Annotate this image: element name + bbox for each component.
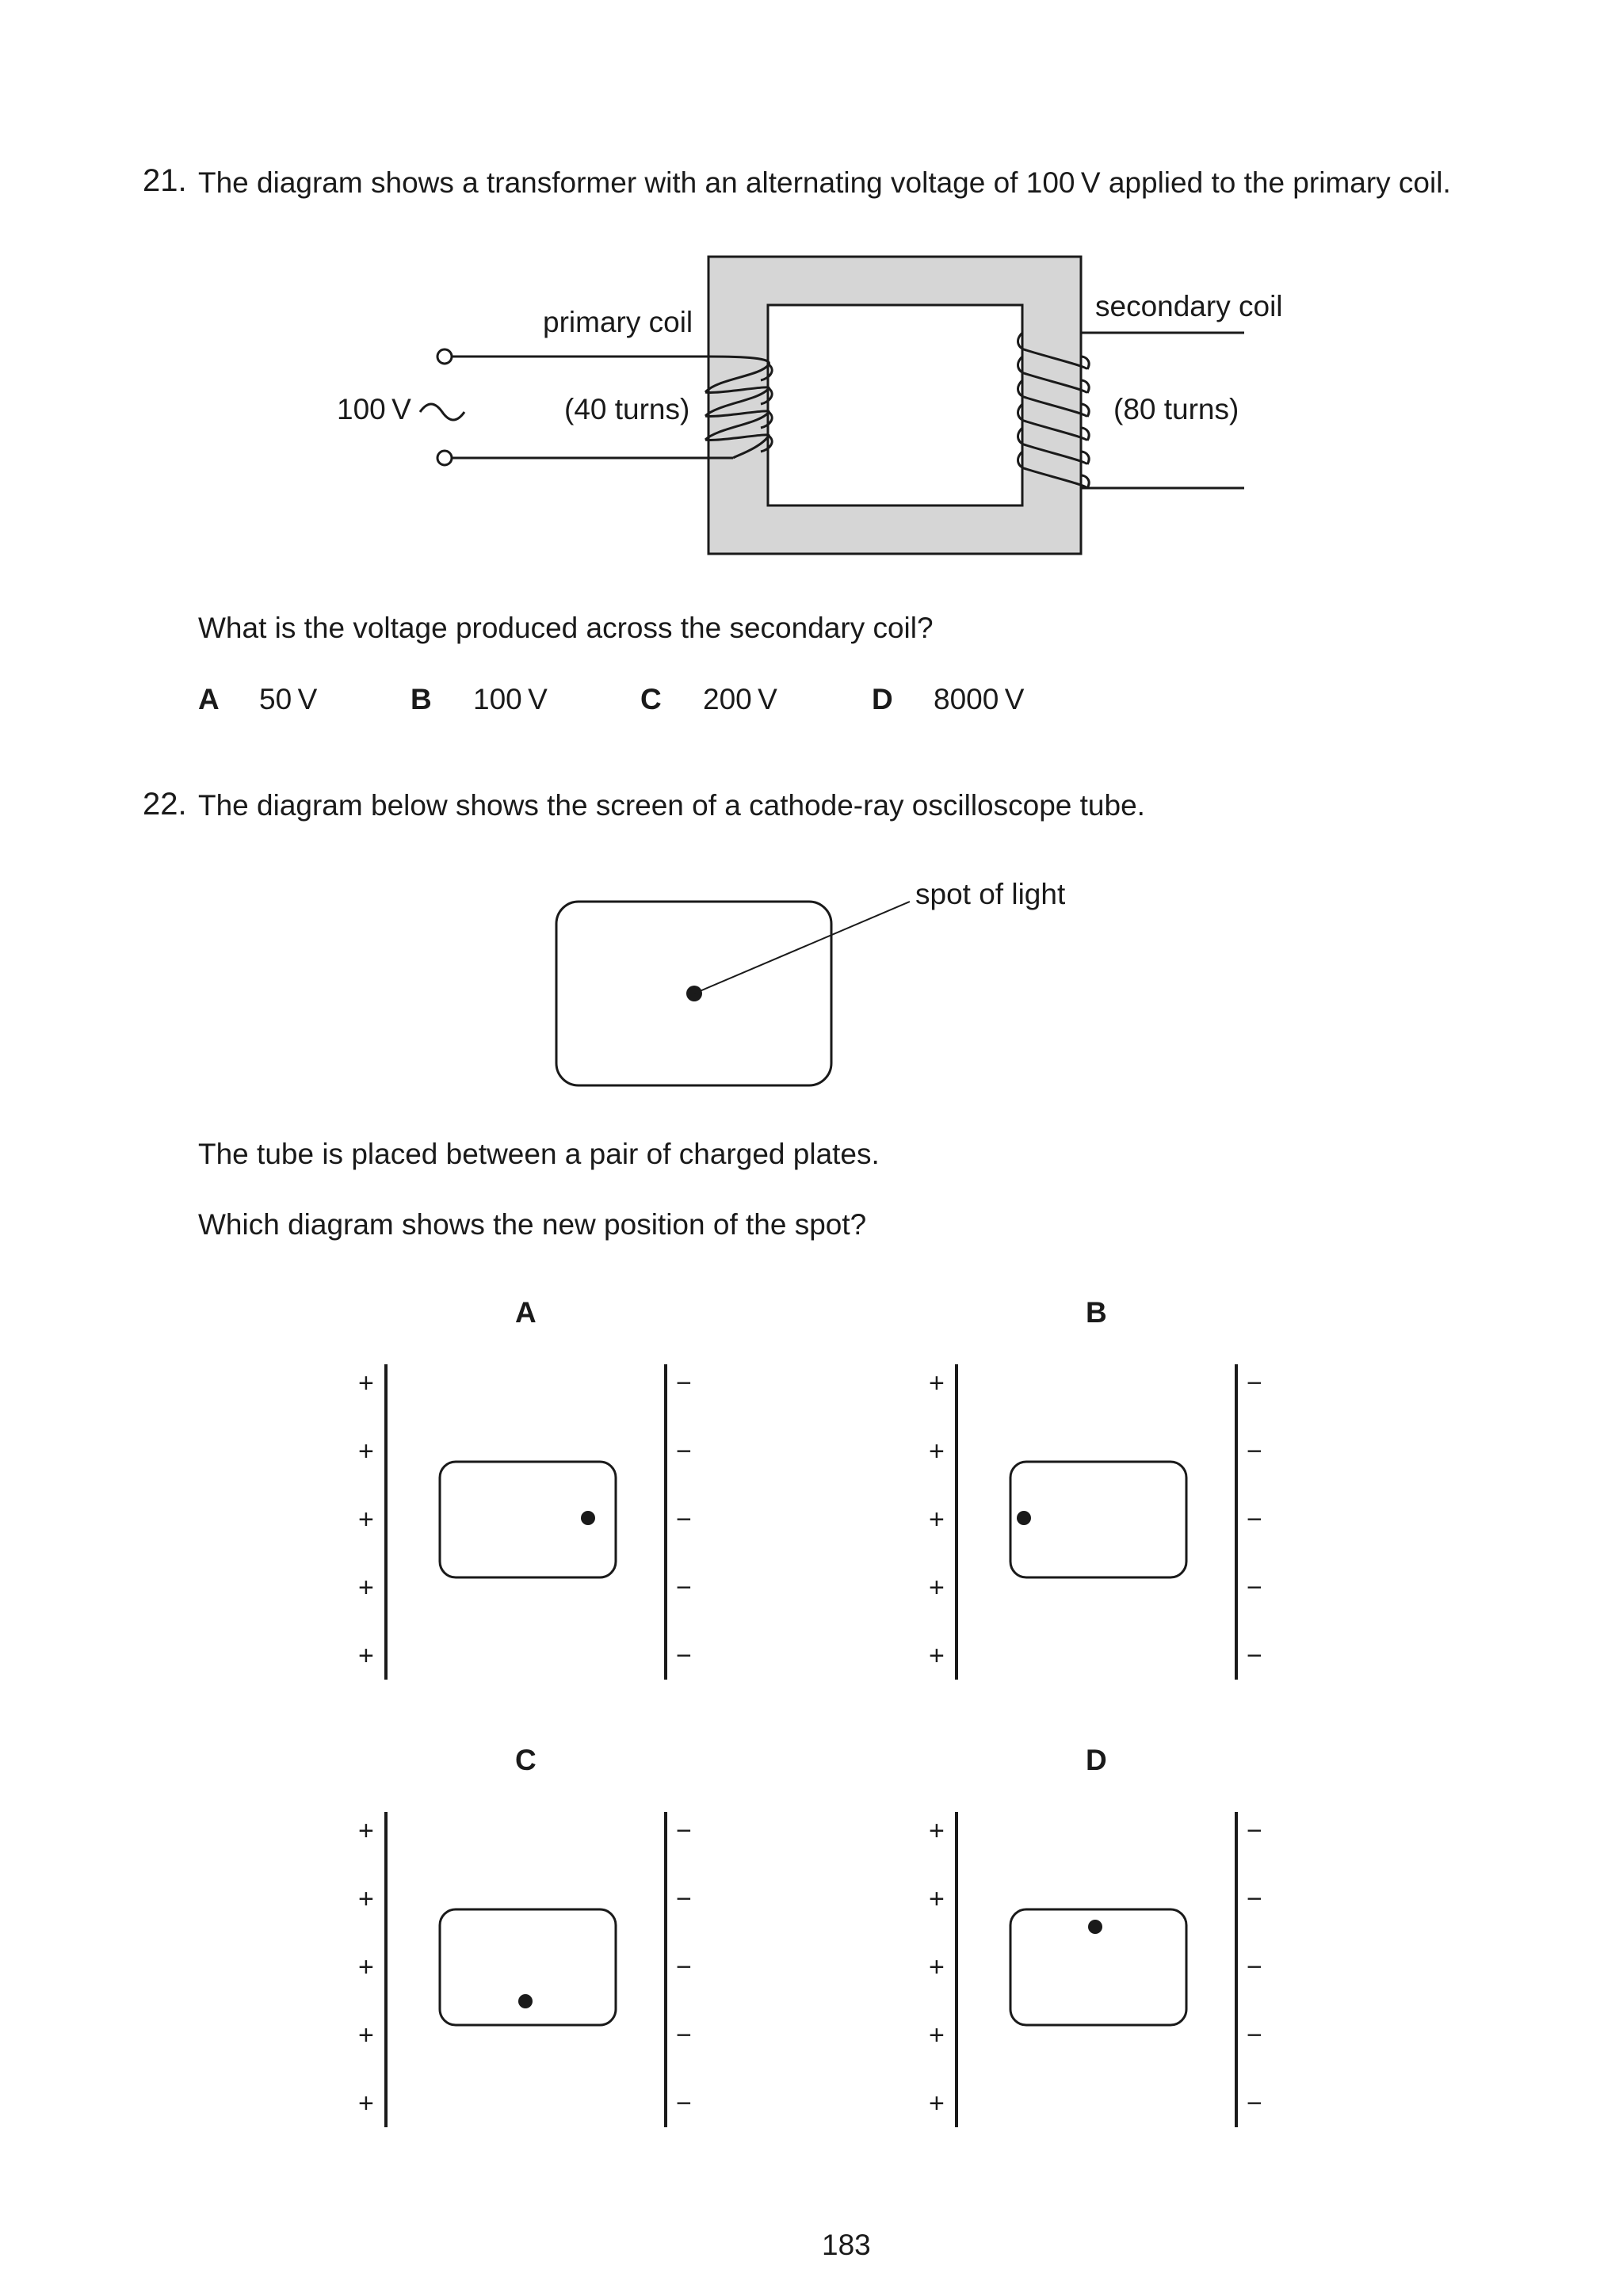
- plus-sign: +: [358, 1573, 374, 1603]
- minus-sign: −: [1247, 2088, 1262, 2119]
- minus-sign: −: [1247, 1641, 1262, 1671]
- spot-of-light-label: spot of light: [915, 878, 1066, 910]
- plus-sign: +: [929, 1641, 945, 1671]
- q21-option-d-value[interactable]: 8000 V: [934, 683, 1025, 715]
- plus-sign: +: [358, 2088, 374, 2119]
- minus-sign: −: [1247, 2020, 1262, 2050]
- minus-sign: −: [1247, 1368, 1262, 1398]
- minus-sign: −: [676, 1884, 692, 1914]
- plus-sign: +: [358, 1436, 374, 1466]
- plus-sign: +: [929, 1816, 945, 1846]
- plus-sign: +: [358, 2020, 374, 2050]
- plus-sign: +: [929, 1952, 945, 1982]
- q21-option-b-letter[interactable]: B: [411, 683, 432, 715]
- q21-option-c-value[interactable]: 200 V: [703, 683, 777, 715]
- secondary-turns-label: (80 turns): [1113, 393, 1239, 425]
- primary-turns-label: (40 turns): [564, 393, 690, 425]
- q21-option-a-letter[interactable]: A: [198, 683, 220, 715]
- plus-sign: +: [929, 2020, 945, 2050]
- spot-of-light: [1088, 1920, 1102, 1934]
- supply-voltage-label: 100 V: [337, 393, 411, 425]
- question-22-number: 22.: [143, 787, 187, 822]
- q21-option-d-letter[interactable]: D: [872, 683, 893, 715]
- q22-option-d-letter[interactable]: D: [1086, 1744, 1107, 1776]
- minus-sign: −: [1247, 1573, 1262, 1603]
- question-22-line1: The tube is placed between a pair of charged plates.: [198, 1138, 880, 1170]
- minus-sign: −: [676, 1573, 692, 1603]
- minus-sign: −: [1247, 1505, 1262, 1535]
- plus-sign: +: [929, 2088, 945, 2119]
- plus-sign: +: [358, 1884, 374, 1914]
- minus-sign: −: [676, 1816, 692, 1846]
- minus-sign: −: [676, 1952, 692, 1982]
- plus-sign: +: [358, 1816, 374, 1846]
- minus-sign: −: [1247, 1952, 1262, 1982]
- plus-sign: +: [358, 1952, 374, 1982]
- q21-option-a-value[interactable]: 50 V: [259, 683, 318, 715]
- plus-sign: +: [358, 1368, 374, 1398]
- primary-coil-label: primary coil: [543, 306, 693, 338]
- minus-sign: −: [676, 1505, 692, 1535]
- minus-sign: −: [676, 1436, 692, 1466]
- minus-sign: −: [1247, 1436, 1262, 1466]
- plus-sign: +: [929, 1505, 945, 1535]
- question-21-stem: The diagram shows a transformer with an alternating voltage of 100 V applied to the primary coil.: [198, 166, 1451, 199]
- plus-sign: +: [929, 1573, 945, 1603]
- question-22-stem: The diagram below shows the screen of a cathode-ray oscilloscope tube.: [198, 789, 1145, 822]
- secondary-coil-label: secondary coil: [1095, 290, 1283, 322]
- q21-option-b-value[interactable]: 100 V: [473, 683, 548, 715]
- q22-option-a-letter[interactable]: A: [515, 1296, 537, 1329]
- plus-sign: +: [929, 1436, 945, 1466]
- plus-sign: +: [929, 1884, 945, 1914]
- question-22-line2: Which diagram shows the new position of the spot?: [198, 1208, 867, 1241]
- plus-sign: +: [358, 1641, 374, 1671]
- question-21-number: 21.: [143, 163, 187, 198]
- minus-sign: −: [676, 2088, 692, 2119]
- q22-option-c-letter[interactable]: C: [515, 1744, 537, 1776]
- minus-sign: −: [676, 2020, 692, 2050]
- page-number: 183: [822, 2229, 871, 2261]
- plus-sign: +: [929, 1368, 945, 1398]
- q22-option-b-letter[interactable]: B: [1086, 1296, 1107, 1329]
- q21-option-c-letter[interactable]: C: [640, 683, 662, 715]
- minus-sign: −: [676, 1641, 692, 1671]
- question-21-prompt: What is the voltage produced across the secondary coil?: [198, 612, 934, 644]
- minus-sign: −: [1247, 1816, 1262, 1846]
- minus-sign: −: [1247, 1884, 1262, 1914]
- plus-sign: +: [358, 1505, 374, 1535]
- minus-sign: −: [676, 1368, 692, 1398]
